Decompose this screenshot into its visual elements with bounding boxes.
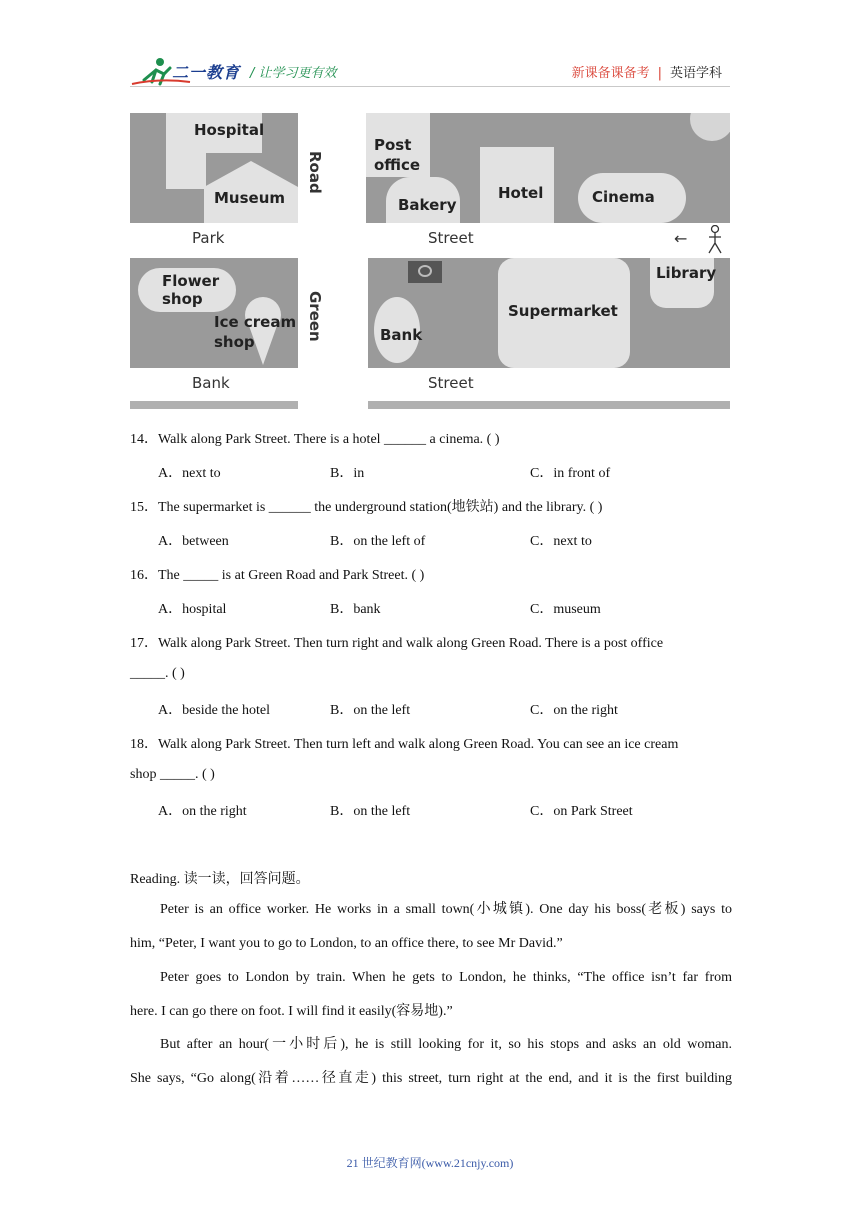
question-18: 18．Walk along Park Street. Then turn left and walk along Green Road. You can see an ice cream xyxy=(130,737,679,752)
q18-option-c: C．on Park Street xyxy=(530,804,633,819)
map-label-road: Road xyxy=(306,151,324,194)
reading-p3-line1: But after an hour(一小时后), he is still looking for it, so his stops and asks an old woman. xyxy=(160,1037,732,1052)
q15-option-a: A．between xyxy=(158,534,229,549)
reading-p1-line2: him, “Peter, I want you to go to London, to an office there, to see Mr David.” xyxy=(130,936,563,951)
sun-icon xyxy=(666,113,730,149)
question-16: 16．The _____ is at Green Road and Park Street. ( ) xyxy=(130,568,425,583)
map-direction-arrow-icon: ← xyxy=(674,229,688,248)
logo-text: 二一教育 xyxy=(172,63,241,82)
q18-option-b: B．on the left xyxy=(330,804,411,819)
question-17-cont: _____. ( ) xyxy=(130,666,185,681)
map-label-shop-1: shop xyxy=(162,290,203,308)
map-label-flower: Flower xyxy=(162,272,220,290)
header-divider xyxy=(130,86,730,87)
map-label-hotel: Hotel xyxy=(498,184,544,202)
q14-option-a: A．next to xyxy=(158,466,221,481)
page-footer: 21 世纪教育网(www.21cnjy.com) xyxy=(346,1156,514,1170)
map-label-museum: Museum xyxy=(214,189,286,207)
question-14: 14．Walk along Park Street. There is a hotel ______ a cinema. ( ) xyxy=(130,432,500,447)
q15-option-c: C．next to xyxy=(530,534,592,549)
map-label-office: office xyxy=(374,156,421,174)
underground-station-icon xyxy=(408,261,442,283)
map-label-street-top: Street xyxy=(428,229,474,247)
q17-option-a: A．beside the hotel xyxy=(158,703,270,718)
reading-p2-line2: here. I can go there on foot. I will find it easily(容易地).” xyxy=(130,1004,453,1019)
reading-p3-line2: She says, “Go along(沿着……径直走) this street, turn right at the end, and it is the first building xyxy=(130,1071,732,1086)
question-17: 17．Walk along Park Street. Then turn right and walk along Green Road. There is a post office xyxy=(130,636,664,651)
map-label-green: Green xyxy=(306,291,324,342)
map-label-street-bottom: Street xyxy=(428,374,474,392)
map-label-hospital: Hospital xyxy=(194,121,265,139)
q18-option-a: A．on the right xyxy=(158,804,247,819)
map-label-shop-2: shop xyxy=(214,333,255,351)
q15-option-b: B．on the left of xyxy=(330,534,426,549)
question-15: 15．The supermarket is ______ the underground station(地铁站) and the library. ( ) xyxy=(130,500,603,515)
header-course-label: 新课备课备考 xyxy=(571,66,650,81)
map-bottom-edge-left xyxy=(130,401,298,409)
q14-option-c: C．in front of xyxy=(530,466,611,481)
q16-option-b: B．bank xyxy=(330,602,381,617)
reading-p1-line1: Peter is an office worker. He works in a small town(小城镇). One day his boss(老板) says to xyxy=(160,902,732,917)
header-right xyxy=(572,62,722,81)
map-label-library: Library xyxy=(656,264,717,282)
header-subject-label: 英语学科 xyxy=(669,66,722,81)
q17-option-b: B．on the left xyxy=(330,703,411,718)
ice-cream-icon xyxy=(238,297,288,367)
question-18-cont: shop _____. ( ) xyxy=(130,767,215,782)
map-label-bakery: Bakery xyxy=(398,196,457,214)
q17-option-c: C．on the right xyxy=(530,703,618,718)
street-map xyxy=(130,113,730,409)
hospital-wing xyxy=(166,153,206,189)
map-label-ice-cream: Ice cream xyxy=(214,313,297,331)
map-bottom-edge-right xyxy=(368,401,730,409)
map-label-cinema: Cinema xyxy=(592,188,655,206)
reading-title: Reading. 读一读，回答问题。 xyxy=(130,872,310,887)
map-label-post: Post xyxy=(374,136,412,154)
reading-p2-line1: Peter goes to London by train. When he gets to London, he thinks, “The office isn’t far from xyxy=(160,970,732,985)
q14-option-b: B．in xyxy=(330,466,365,481)
q16-option-c: C．museum xyxy=(530,602,601,617)
header-separator: | xyxy=(657,66,662,81)
map-label-bank: Bank xyxy=(380,326,423,344)
map-label-bank-street: Bank xyxy=(192,374,230,392)
walking-person-icon xyxy=(706,225,724,255)
map-label-park: Park xyxy=(192,229,225,247)
q16-option-a: A．hospital xyxy=(158,602,227,617)
map-label-supermarket: Supermarket xyxy=(508,302,618,320)
slogan: / 让学习更有效 xyxy=(250,66,337,81)
